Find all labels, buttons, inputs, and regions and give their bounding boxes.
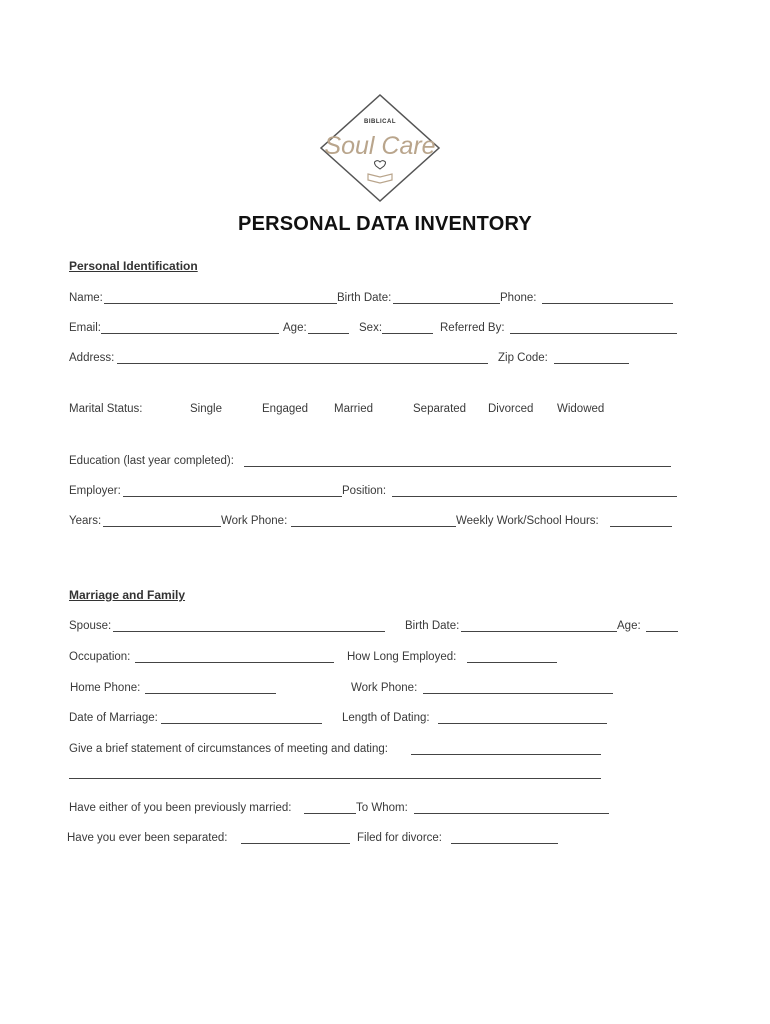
employer-field[interactable] <box>123 496 342 497</box>
work-phone-label: Work Phone: <box>221 515 288 527</box>
birth-date-field[interactable] <box>393 303 500 304</box>
spouse-field[interactable] <box>113 631 385 632</box>
filed-for-divorce-field[interactable] <box>451 843 558 844</box>
referred-by-label: Referred By: <box>440 322 505 334</box>
phone-field[interactable] <box>542 303 673 304</box>
filed-for-divorce-label: Filed for divorce: <box>357 832 443 844</box>
date-of-marriage-field[interactable] <box>161 723 322 724</box>
date-of-marriage-label: Date of Marriage: <box>69 712 158 724</box>
logo-script-text: Soul Care <box>324 132 436 160</box>
position-field[interactable] <box>392 496 677 497</box>
marital-option-divorced[interactable]: Divorced <box>488 403 534 415</box>
logo-top-text: BIBLICAL <box>364 119 396 125</box>
name-label: Name: <box>69 292 103 304</box>
spouse-age-label: Age: <box>617 620 641 632</box>
page-title: PERSONAL DATA INVENTORY <box>238 213 532 235</box>
section-heading-marriage: Marriage and Family <box>69 588 186 602</box>
previously-married-field[interactable] <box>304 813 356 814</box>
address-label: Address: <box>69 352 115 364</box>
ever-separated-field[interactable] <box>241 843 350 844</box>
email-field[interactable] <box>101 333 279 334</box>
referred-by-field[interactable] <box>510 333 677 334</box>
length-of-dating-field[interactable] <box>438 723 607 724</box>
spouse-age-field[interactable] <box>646 631 678 632</box>
sex-field[interactable] <box>382 333 433 334</box>
soul-care-logo <box>318 92 444 204</box>
birth-date-label: Birth Date: <box>337 292 392 304</box>
to-whom-field[interactable] <box>414 813 609 814</box>
phone-label: Phone: <box>500 292 537 304</box>
zip-code-label: Zip Code: <box>498 352 548 364</box>
name-field[interactable] <box>104 303 337 304</box>
marital-option-engaged[interactable]: Engaged <box>262 403 309 415</box>
weekly-hours-field[interactable] <box>610 526 672 527</box>
ever-separated-label: Have you ever been separated: <box>67 832 228 844</box>
length-of-dating-label: Length of Dating: <box>342 712 430 724</box>
education-label: Education (last year completed): <box>69 455 234 467</box>
circumstances-field-2[interactable] <box>69 778 601 779</box>
years-field[interactable] <box>103 526 221 527</box>
circumstances-field-1[interactable] <box>411 754 601 755</box>
spouse-work-phone-label: Work Phone: <box>351 682 418 694</box>
email-label: Email: <box>69 322 101 334</box>
home-phone-field[interactable] <box>145 693 276 694</box>
section-heading-personal: Personal Identification <box>69 259 198 273</box>
marital-status-label: Marital Status: <box>69 403 143 415</box>
spouse-birth-date-field[interactable] <box>461 631 617 632</box>
occupation-field[interactable] <box>135 662 334 663</box>
occupation-label: Occupation: <box>69 651 131 663</box>
education-field[interactable] <box>244 466 671 467</box>
employer-label: Employer: <box>69 485 121 497</box>
spouse-work-phone-field[interactable] <box>423 693 613 694</box>
how-long-employed-label: How Long Employed: <box>347 651 457 663</box>
previously-married-label: Have either of you been previously married: <box>69 802 292 814</box>
spouse-label: Spouse: <box>69 620 112 632</box>
sex-label: Sex: <box>359 322 383 334</box>
weekly-hours-label: Weekly Work/School Hours: <box>456 515 599 527</box>
marital-option-single[interactable]: Single <box>190 403 222 415</box>
age-label: Age: <box>283 322 307 334</box>
position-label: Position: <box>342 485 387 497</box>
zip-code-field[interactable] <box>554 363 629 364</box>
marital-option-separated[interactable]: Separated <box>413 403 467 415</box>
spouse-birth-date-label: Birth Date: <box>405 620 460 632</box>
age-field[interactable] <box>308 333 349 334</box>
how-long-employed-field[interactable] <box>467 662 557 663</box>
address-field[interactable] <box>117 363 488 364</box>
years-label: Years: <box>69 515 102 527</box>
marital-option-married[interactable]: Married <box>334 403 373 415</box>
marital-option-widowed[interactable]: Widowed <box>557 403 605 415</box>
circumstances-label: Give a brief statement of circumstances of meeting and dating: <box>69 743 388 755</box>
home-phone-label: Home Phone: <box>70 682 141 694</box>
work-phone-field[interactable] <box>291 526 456 527</box>
to-whom-label: To Whom: <box>356 802 408 814</box>
